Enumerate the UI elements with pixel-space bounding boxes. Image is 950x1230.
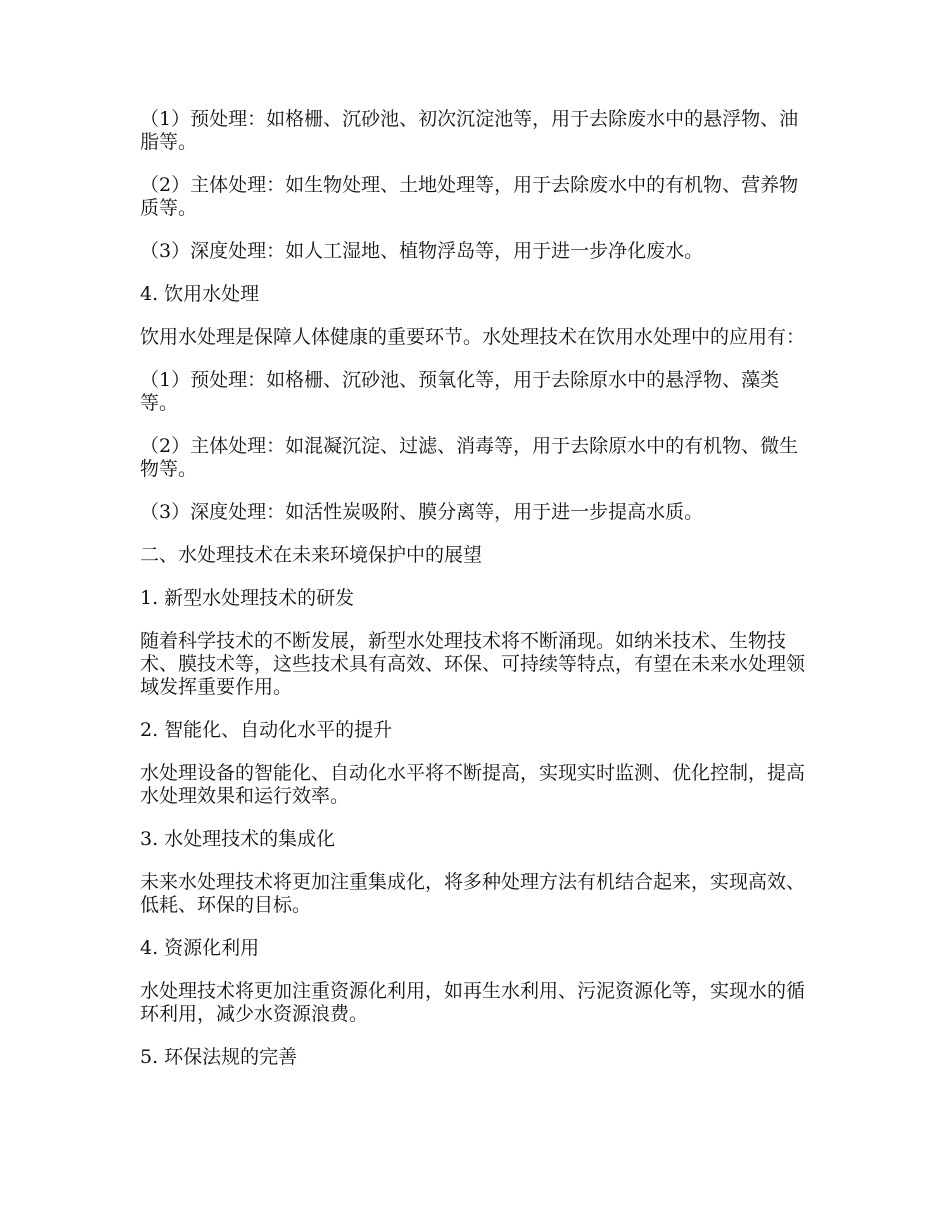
paragraph-drinking-pretreatment: （1）预处理：如格栅、沉砂池、预氧化等，用于去除原水中的悬浮物、藻类等。 xyxy=(140,369,780,414)
paragraph-wastewater-pretreatment: （1）预处理：如格栅、沉砂池、初次沉淀池等，用于去除废水中的悬浮物、油脂等。 xyxy=(140,108,799,153)
paragraph-wastewater-main-treatment: （2）主体处理：如生物处理、土地处理等，用于去除废水中的有机物、营养物质等。 xyxy=(140,174,799,219)
chapter-heading-outlook: 二、水处理技术在未来环境保护中的展望 xyxy=(140,544,483,566)
paragraph-new-tech: 随着科学技术的不断发展，新型水处理技术将不断涌现。如纳米技术、生物技术、膜技术等，这些技术具有高效、环保、可持续等特点，有望在未来水处理领域发挥重要作用。 xyxy=(140,630,806,698)
section-heading-regulations: 5. 环保法规的完善 xyxy=(140,1046,298,1068)
paragraph-drinking-main-treatment: （2）主体处理：如混凝沉淀、过滤、消毒等，用于去除原水中的有机物、微生物等。 xyxy=(140,435,799,480)
section-heading-new-tech: 1. 新型水处理技术的研发 xyxy=(140,587,355,609)
section-heading-drinking-water: 4. 饮用水处理 xyxy=(140,283,260,305)
section-heading-integration: 3. 水处理技术的集成化 xyxy=(140,828,336,850)
paragraph-drinking-water-intro: 饮用水处理是保障人体健康的重要环节。水处理技术在饮用水处理中的应用有： xyxy=(140,326,806,348)
section-heading-resource-utilization: 4. 资源化利用 xyxy=(140,937,260,959)
paragraph-wastewater-advanced-treatment: （3）深度处理：如人工湿地、植物浮岛等，用于进一步净化废水。 xyxy=(140,240,704,262)
paragraph-integration: 未来水处理技术将更加注重集成化，将多种处理方法有机结合起来，实现高效、低耗、环保的目标。 xyxy=(140,871,806,916)
paragraph-automation: 水处理设备的智能化、自动化水平将不断提高，实现实时监测、优化控制，提高水处理效果和运行效率。 xyxy=(140,762,806,807)
paragraph-resource-utilization: 水处理技术将更加注重资源化利用，如再生水利用、污泥资源化等，实现水的循环利用，减少水资源浪费。 xyxy=(140,980,806,1025)
paragraph-drinking-advanced-treatment: （3）深度处理：如活性炭吸附、膜分离等，用于进一步提高水质。 xyxy=(140,501,704,523)
document-body xyxy=(140,108,810,1089)
section-heading-automation: 2. 智能化、自动化水平的提升 xyxy=(140,719,393,741)
